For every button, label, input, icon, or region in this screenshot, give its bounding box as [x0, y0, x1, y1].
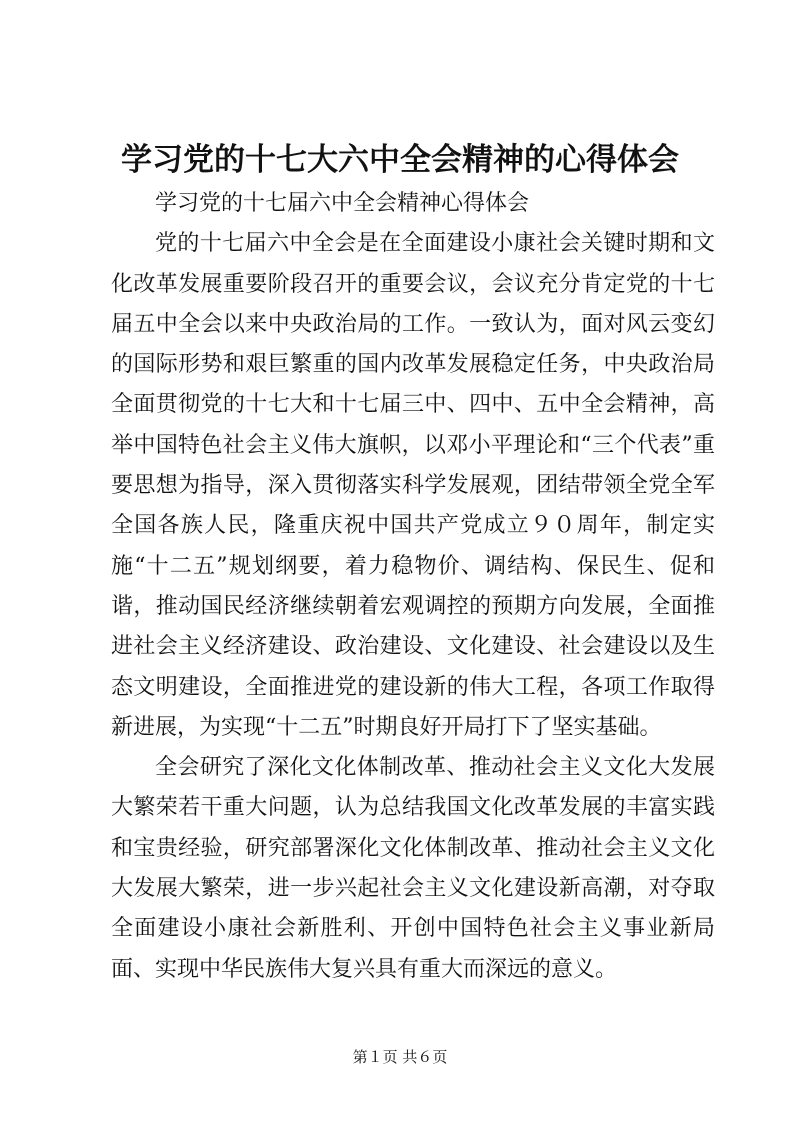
body-paragraph-2: 全会研究了深化文化体制改革、推动社会主义文化大发展大繁荣若干重大问题，认为总结我国文化改革发展的丰富实践和宝贵经验，研究部署深化文化体制改革、推动社会主义文化大发展大繁荣，进一步兴起社会主义文化建设新高潮，对夺取全面建设小康社会新胜利、开创中国特色社会主义事业新局面、实现中华民族伟大复兴具有重大而深远的意义。 — [111, 755, 715, 982]
body-paragraph-1: 党的十七届六中全会是在全面建设小康社会关键时期和文化改革发展重要阶段召开的重要会议，会议充分肯定党的十七届五中全会以来中央政治局的工作。一致认为，面对风云变幻的国际形势和艰巨繁重的国内改革发展稳定任务，中央政治局全面贯彻党的十七大和十七届三中、四中、五中全会精神，高举中国特色社会主义伟大旗帜，以邓小平理论和“三个代表”重要思想为指导，深入贯彻落实科学发展观，团结带领全党全军全国各族人民，隆重庆祝中国共产党成立９０周年，制定实施“十二五”规划纲要，着力稳物价、调结构、保民生、促和谐，推动国民经济继续朝着宏观调控的预期方向发展，全面推进社会主义经济建设、政治建设、文化建设、社会建设以及生态文明建设，全面推进党的建设新的伟大工程，各项工作取得新进展，为实现“十二五”时期良好开局打下了坚实基础。 — [111, 231, 715, 740]
document-body — [111, 184, 715, 990]
page-number-footer: 第１页 共６页 — [352, 1048, 448, 1066]
document-title: 学习党的十七大六中全会精神的心得体会 — [121, 142, 679, 178]
document-subtitle: 学习党的十七届六中全会精神心得体会 — [155, 191, 530, 216]
